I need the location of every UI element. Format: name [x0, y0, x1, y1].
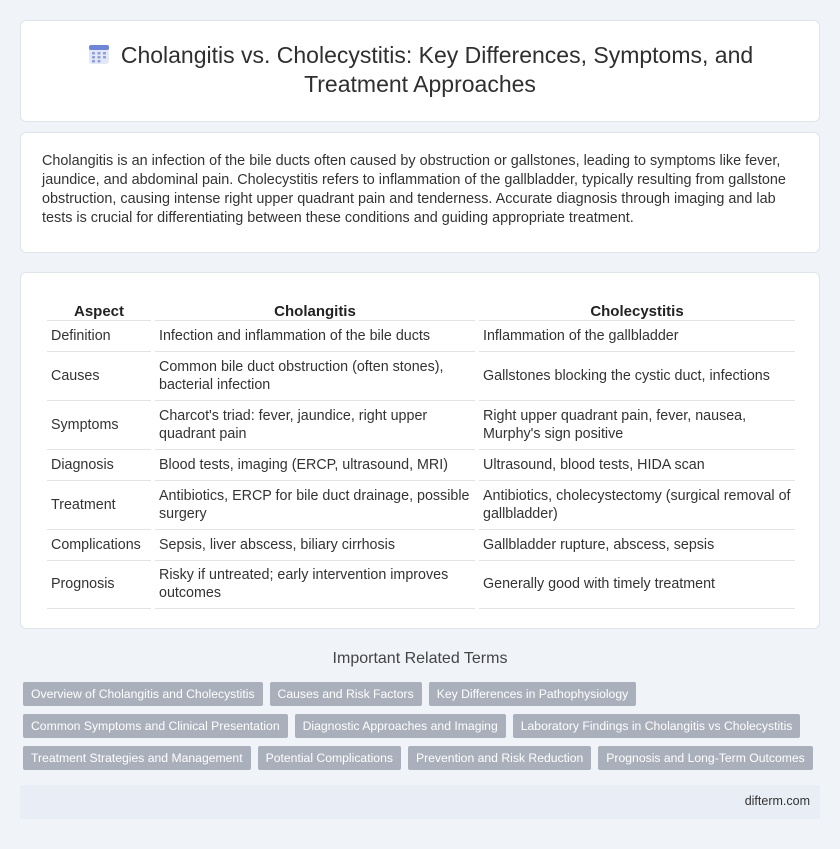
- header-aspect: Aspect: [73, 303, 125, 320]
- page-title: Cholangitis vs. Cholecystitis: Key Differences, Symptoms, and Treatment Approaches: [120, 42, 754, 97]
- cholangitis-cell: Blood tests, imaging (ERCP, ultrasound, MRI): [155, 449, 475, 480]
- footer: [20, 785, 820, 819]
- table-row: [47, 449, 795, 480]
- table-row: [47, 351, 795, 400]
- cholecystitis-cell: Gallbladder rupture, abscess, sepsis: [479, 529, 795, 560]
- header-cholecystitis: Cholecystitis: [590, 303, 684, 320]
- related-term-tag[interactable]: Treatment Strategies and Management: [23, 746, 251, 770]
- related-term-tag[interactable]: Diagnostic Approaches and Imaging: [295, 714, 506, 738]
- cholecystitis-cell: Ultrasound, blood tests, HIDA scan: [479, 449, 795, 480]
- cholecystitis-cell: Generally good with timely treatment: [479, 560, 795, 609]
- cholecystitis-cell: Inflammation of the gallbladder: [479, 320, 795, 351]
- related-term-tag[interactable]: Prevention and Risk Reduction: [408, 746, 591, 770]
- cholangitis-cell: Sepsis, liver abscess, biliary cirrhosis: [155, 529, 475, 560]
- row-aspect: Diagnosis: [47, 449, 151, 480]
- related-term-tag[interactable]: Common Symptoms and Clinical Presentation: [23, 714, 288, 738]
- cholangitis-cell: Common bile duct obstruction (often stones), bacterial infection: [155, 351, 475, 400]
- related-terms-title: Important Related Terms: [332, 650, 508, 667]
- table-row: [47, 400, 795, 449]
- table-row: [47, 560, 795, 609]
- cholecystitis-cell: Antibiotics, cholecystectomy (surgical removal of gallbladder): [479, 480, 795, 529]
- footer-site-link[interactable]: difterm.com: [744, 794, 810, 808]
- header-cholangitis: Cholangitis: [274, 303, 356, 320]
- comparison-table-card: [20, 272, 820, 629]
- row-aspect: Symptoms: [47, 400, 151, 449]
- calendar-icon: [87, 42, 111, 66]
- related-term-tag[interactable]: Prognosis and Long-Term Outcomes: [598, 746, 812, 770]
- cholangitis-cell: Risky if untreated; early intervention improves outcomes: [155, 560, 475, 609]
- cholecystitis-cell: Right upper quadrant pain, fever, nausea, Murphy's sign positive: [479, 400, 795, 449]
- table-row: [47, 480, 795, 529]
- related-term-tag[interactable]: Potential Complications: [258, 746, 401, 770]
- related-term-tag[interactable]: Causes and Risk Factors: [270, 682, 422, 706]
- table-row: [47, 529, 795, 560]
- table-row: [47, 320, 795, 351]
- comparison-table: [43, 294, 799, 609]
- related-term-tag[interactable]: Laboratory Findings in Cholangitis vs Cholecystitis: [513, 714, 801, 738]
- title-card: [20, 20, 820, 122]
- table-header-row: [47, 294, 795, 320]
- page-title-wrap: [61, 41, 779, 99]
- cholecystitis-cell: Gallstones blocking the cystic duct, infections: [479, 351, 795, 400]
- related-terms-tags: [23, 682, 823, 778]
- intro-card: [20, 132, 820, 253]
- row-aspect: Treatment: [47, 480, 151, 529]
- cholangitis-cell: Infection and inflammation of the bile ducts: [155, 320, 475, 351]
- row-aspect: Complications: [47, 529, 151, 560]
- intro-paragraph: Cholangitis is an infection of the bile ducts often caused by obstruction or gallstones, leading to symptoms like fever, jaundice, and abdominal pain. Cholecystitis refers to inflammation of the gallbladder, typically resulting from gallstone obstruction, causing intense right upper quadrant pain and tenderness. Accurate diagnosis through imaging and lab tests is crucial for differentiating between these conditions and guiding appropriate treatment.: [42, 153, 786, 226]
- cholangitis-cell: Antibiotics, ERCP for bile duct drainage, possible surgery: [155, 480, 475, 529]
- related-term-tag[interactable]: Key Differences in Pathophysiology: [429, 682, 637, 706]
- row-aspect: Causes: [47, 351, 151, 400]
- related-term-tag[interactable]: Overview of Cholangitis and Cholecystitis: [23, 682, 263, 706]
- row-aspect: Prognosis: [47, 560, 151, 609]
- row-aspect: Definition: [47, 320, 151, 351]
- cholangitis-cell: Charcot's triad: fever, jaundice, right upper quadrant pain: [155, 400, 475, 449]
